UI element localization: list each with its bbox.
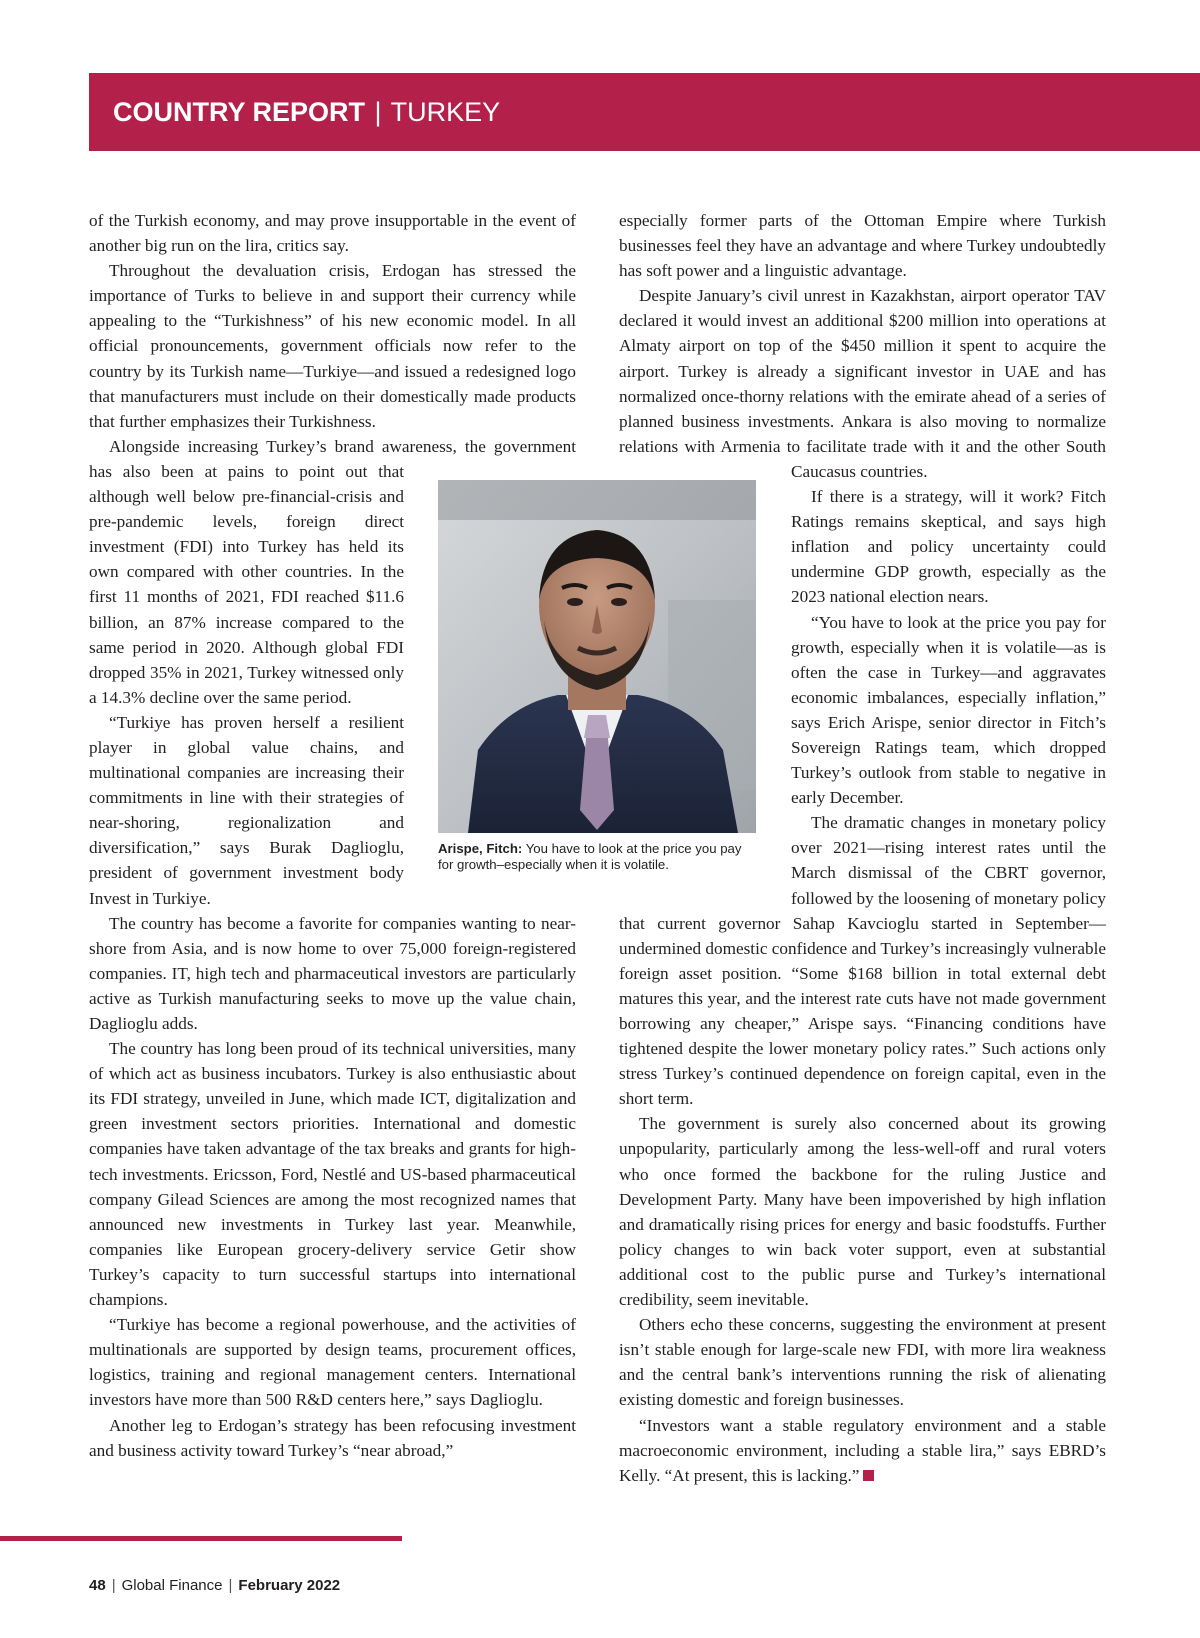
paragraph-text: Alongside increasing Turkey’s brand awareness, the government has also been at pains to point out that although well below pre-financial-crisis and pre-pandemic levels, foreign direct investment (FDI) into Turkey has held its own compared with other countries. In the first 11 months of 2021, FDI reached $11.6 billion, an 87% increase compared to the same period in 2020. Although global FDI dropped 35% in 2021, Turkey witnessed only a 14.3% decline over the same period. [89,436,576,707]
paragraph-text: “Investors want a stable regulatory environment and a stable macroeconomic environment, including a stable lira,” says EBRD’s Kelly. “At present, this is lacking.” [619,1415,1106,1485]
caption-text: You have to look at the price you pay for growth–especially when it is volatile. [438,841,742,872]
paragraph-text: Throughout the devaluation crisis, Erdogan has stressed the importance of Turks to believe in and support their currency while appealing to the “Turkishness” of his new economic model. In all official pronouncements, government officials now refer to the country by its Turkish name—Turkiye—and issued a redesigned logo that manufacturers must include on their domestically made products that further emphasizes their Turkishness. [89,261,576,431]
paragraph-text: “Turkiye has proven herself a resilient player in global value chains, and multinational companies are increasing their commitments in line with their strategies of near-shoring, regionalization and diversification,” says Burak Daglioglu, president of government investment body Invest in Turkiye. [89,712,404,908]
paragraph-text: Others echo these concerns, suggesting the environment at present isn’t stable enough for large-scale new FDI, with more lira weakness and the central bank’s interventions running the risk of alienating existing domestic and foreign businesses. [619,1315,1106,1410]
portrait-illustration [438,480,756,833]
paragraph-text: “You have to look at the price you pay for growth, especially when it is volatile—as is often the case in Turkey—and aggravates economic imbalances, especially inflation,” says Erich Arispe, senior director in Fitch’s Sovereign Ratings team, which dropped Turkey’s outlook from stable to negative in early December. [791,612,1106,808]
paragraph-text: especially former parts of the Ottoman Empire where Turkish businesses feel they have an advantage and where Turkey undoubtedly has soft power and a linguistic advantage. [619,211,1106,281]
article-paragraph [619,283,1106,484]
banner-section: COUNTRY REPORT [113,97,366,127]
article-paragraph [619,1312,1106,1412]
paragraph-text: Another leg to Erdogan’s strategy has been refocusing investment and business activity toward Turkey’s “near abroad,” [89,1415,576,1460]
paragraph-text: “Turkiye has become a regional powerhouse, and the activities of multinationals are supported by design teams, procurement offices, logistics, training and regional management centers. International investors have more than 500 R&D centers here,” says Daglioglu. [89,1315,576,1410]
paragraph-text: The government is surely also concerned about its growing unpopularity, particularly among the less-well-off and rural voters who once formed the backbone for the ruling Justice and Development Party. Many have been impoverished by high inflation and dramatically rising prices for energy and basic foodstuffs. Further policy changes to win back voter support, even at substantial additional cost to the public purse and Turkey’s international credibility, seem inevitable. [619,1114,1106,1310]
article-column-left [89,208,576,1463]
article-paragraph [619,1413,1106,1488]
article-paragraph [89,911,576,1036]
paragraph-text: The country has become a favorite for companies wanting to near-shore from Asia, and is now home to over 75,000 foreign-registered companies. IT, high tech and pharmaceutical investors are particularly active as Turkish manufacturing seeks to move up the value chain, Daglioglu adds. [89,913,576,1033]
banner-country: TURKEY [390,97,501,127]
banner-separator: | [374,97,382,127]
paragraph-text: The dramatic changes in monetary policy over 2021—rising interest rates until the March dismissal of the CBRT governor, followed by the loosening of monetary policy that current governor Sahap Kavcioglu started in September—undermined domestic confidence and Turkey’s increasingly vulnerable foreign asset position. “Some $168 billion in total external debt matures this year, and the interest rate cuts have not made government borrowing any cheaper,” Arispe says. “Financing conditions have tightened despite the lower monetary policy rates.” Such actions only stress Turkey’s continued dependence on foreign capital, even in the short term. [619,813,1106,1109]
article-paragraph [619,208,1106,283]
footer-rule [0,1536,402,1541]
issue-date: February 2022 [238,1577,341,1594]
paragraph-text: If there is a strategy, will it work? Fitch Ratings remains skeptical, and says high inflation and policy uncertainty could undermine GDP growth, especially as the 2023 national election nears. [791,487,1106,607]
page-number: 48 [89,1577,106,1594]
publication-name: Global Finance [121,1577,223,1594]
footer-separator: | [228,1577,233,1594]
article-paragraph [619,1111,1106,1312]
paragraph-text: of the Turkish economy, and may prove insupportable in the event of another big run on the lira, critics say. [89,211,576,256]
article-paragraph [89,1413,576,1463]
paragraph-text: The country has long been proud of its technical universities, many of which act as business incubators. Turkey is also enthusiastic about its FDI strategy, unveiled in June, which made ICT, digitalization and green investment sectors priorities. International and domestic companies have taken advantage of the tax breaks and grants for high-tech investments. Ericsson, Ford, Nestlé and US-based pharmaceutical company Gilead Sciences are among the most recognized names that announced new investments in Turkey last year. Meanwhile, companies like European grocery-delivery service Getir show Turkey’s capacity to turn successful startups into international champions. [89,1039,576,1310]
section-banner [89,73,1200,151]
article-paragraph [89,1036,576,1312]
end-mark-icon [863,1470,874,1481]
article-paragraph [89,1312,576,1412]
photo-caption [438,841,750,873]
portrait-photo [438,480,756,833]
article-paragraph [89,258,576,434]
footer-separator: | [111,1577,116,1594]
page-footer [89,1576,340,1596]
paragraph-text: Despite January’s civil unrest in Kazakhstan, airport operator TAV declared it would invest an additional $200 million into operations at Almaty airport on top of the $450 million it spent to acquire the airport. Turkey is already a significant investor in UAE and has normalized once-thorny relations with the emirate ahead of a series of planned business investments. Ankara is also moving to normalize relations with Armenia to facilitate trade with it and the other South Caucasus countries. [619,286,1106,481]
article-paragraph [89,208,576,258]
banner-title [113,95,500,129]
caption-name: Arispe, Fitch: [438,841,523,856]
